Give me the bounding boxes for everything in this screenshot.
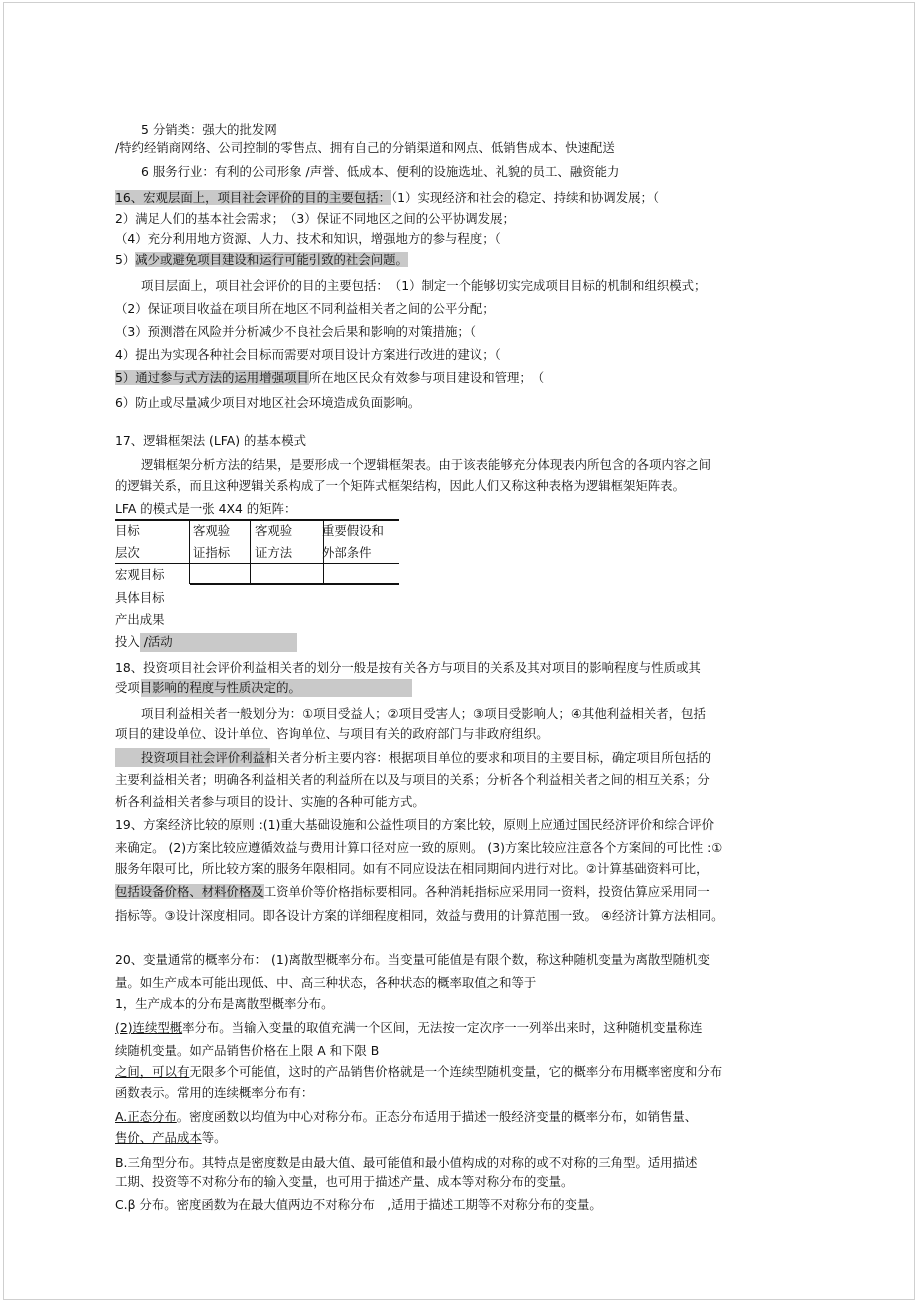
underlined-text: A.正态分布 <box>115 1109 177 1124</box>
text-line: 函数表示。常用的连续概率分布有： <box>115 1085 314 1100</box>
text-line <box>115 370 544 386</box>
table-header-cell: 外部条件 <box>322 545 372 560</box>
highlighted-text: 目影响的程度与性质决定的。 <box>139 680 301 695</box>
text-line: 服务年限可比，所比较方案的服务年限相同。如有不同应设法在相同期间内进行对比。②计算基础资料可比， <box>115 861 709 876</box>
text-line: 续随机变量。如产品销售价格在上限 A 和下限 B <box>115 1043 380 1058</box>
text-line <box>115 1020 703 1036</box>
text-line: （2）保证项目收益在项目所在地区不同利益相关者之间的公平分配； <box>115 301 495 316</box>
table-rule <box>115 563 399 564</box>
text-span: 受项 <box>115 680 140 695</box>
text-line <box>115 1130 227 1146</box>
text-line: 逻辑框架分析方法的结果，是要形成一个逻辑框架表。由于该表能够充分体现表内所包含的各项内容之间 <box>141 457 711 472</box>
table-header-cell: 客观验 <box>255 523 293 538</box>
text-line <box>115 1109 697 1125</box>
table-header-cell: 证方法 <box>255 545 293 560</box>
text-span: 相关者分析主要内容：根据项目单位的要求和项目的主要目标，确定项目所包括的 <box>264 750 711 765</box>
underlined-text: (2)连续型概 <box>115 1020 183 1035</box>
table-header-cell: 重要假设和 <box>322 523 384 538</box>
text-span: （1）实现经济和社会的稳定、持续和协调发展；（ <box>390 190 660 205</box>
text-line: 6 服务行业：有利的公司形象 /声誉、低成本、便利的设施选址、礼貌的员工、融资能力 <box>141 164 620 179</box>
table-header-cell: 客观验 <box>193 523 231 538</box>
text-line: （3）预测潜在风险并分析减少不良社会后果和影响的对策措施；（ <box>115 324 477 339</box>
q20-heading: 20、变量通常的概率分布： (1)离散型概率分布。当变量可能值是有限个数，称这种随机变量为离散型随机变 <box>115 952 710 967</box>
text-line: 6）防止或尽量减少项目对地区社会环境造成负面影响。 <box>115 395 421 410</box>
highlighted-text: 16、宏观层面上，项目社会评价的目的主要包括： <box>115 190 391 205</box>
text-line: /特约经销商网络、公司控制的零售点、拥有自己的分销渠道和网点、低销售成本、快速配送 <box>115 140 615 155</box>
text-line: 主要利益相关者；明确各利益相关者的利益所在以及与项目的关系；分析各个利益相关者之间的相互关系；分 <box>115 772 710 787</box>
text-line: 项目利益相关者一般划分为：①项目受益人；②项目受害人；③项目受影响人；④其他利益相关者，包括 <box>141 706 706 721</box>
text-line: C.β 分布。密度函数为在最大值两边不对称分布 ,适用于描述工期等不对称分布的变量。 <box>115 1197 602 1212</box>
q17-heading: 17、逻辑框架法 (LFA) 的基本模式 <box>115 433 306 448</box>
text-span: 5） <box>115 252 136 267</box>
text-line: 指标等。③设计深度相同。即各设计方案的详细程度相同，效益与费用的计算范围一致。 ④经济计算方法相同。 <box>115 908 724 923</box>
text-span: 率分布。当输入变量的取值充满一个区间，无法按一定次序一一列举出来时，这种随机变量称连 <box>182 1020 703 1035</box>
text-line: 的逻辑关系，而且这种逻辑关系构成了一个矩阵式框架结构，因此人们又称这种表格为逻辑框架矩阵表。 <box>115 478 685 493</box>
text-line: 4）提出为实现各种社会目标而需要对项目设计方案进行改进的建议；（ <box>115 347 501 362</box>
text-span: 所在地区民众有效参与项目建设和管理； （ <box>308 370 545 385</box>
text-line: B.三角型分布。其特点是密度数是由最大值、最可能值和最小值构成的对称的或不对称的三角型。适用描述 <box>115 1155 698 1170</box>
table-rule <box>190 583 399 585</box>
text-line <box>141 750 711 766</box>
text-line: 1，生产成本的分布是离散型概率分布。 <box>115 996 334 1011</box>
table-header-cell: 层次 <box>115 545 140 560</box>
text-line: 5 分销类：强大的批发网 <box>141 122 277 137</box>
highlighted-text: 包括设备价格、材料价格及 <box>115 884 264 899</box>
table-header-cell: 目标 <box>115 523 140 538</box>
underlined-text: 售价、产品成本 <box>115 1130 202 1145</box>
underlined-text: 之间，可以有 <box>115 1064 190 1079</box>
table-rule <box>250 519 251 584</box>
table-row-label: 宏观目标 <box>115 567 165 582</box>
text-line <box>115 252 408 268</box>
text-line: 来确定。 (2)方案比较应遵循效益与费用计算口径对应一致的原则。 (3)方案比较应注意各个方案间的可比性 :① <box>115 840 723 855</box>
text-line <box>115 680 301 696</box>
table-rule <box>189 519 190 584</box>
table-row-label: 具体目标 <box>115 590 165 605</box>
text-span: 工资单价等价格指标要相同。各种消耗指标应采用同一资料，投资估算应采用同一 <box>263 884 710 899</box>
table-row-label: 产出成果 <box>115 612 165 627</box>
table-header-cell: 证指标 <box>193 545 231 560</box>
text-line: 量。如生产成本可能出现低、中、高三种状态，各种状态的概率取值之和等于 <box>115 975 537 990</box>
text-line: 项目层面上，项目社会评价的目的主要包括： （1）制定一个能够切实完成项目目标的机制和组织模式； <box>141 278 707 293</box>
text-line: 工期、投资等不对称分布的输入变量，也可用于描述产量、成本等对称分布的变量。 <box>115 1174 574 1189</box>
highlighted-text: 投资项目社会评价利益 <box>141 750 265 765</box>
text-span: 等。 <box>201 1130 227 1145</box>
text-span: 无限多个可能值，这时的产品销售价格就是一个连续型随机变量，它的概率分布用概率密度和分布 <box>189 1064 723 1079</box>
text-line <box>115 884 710 900</box>
text-line: 析各利益相关者参与项目的设计、实施的各种可能方式。 <box>115 794 425 809</box>
q19-heading: 19、方案经济比较的原则 :(1)重大基础设施和公益性项目的方案比较，原则上应通过国民经济评价和综合评价 <box>115 817 715 832</box>
text-line: （4）充分利用地方资源、人力、技术和知识，增强地方的参与程度；（ <box>115 231 501 246</box>
lfa-caption: LFA 的模式是一张 4X4 的矩阵： <box>115 501 297 516</box>
q18-heading: 18、投资项目社会评价利益相关者的划分一般是按有关各方与项目的关系及其对项目的影响程度与性质或其 <box>115 660 701 675</box>
q16-heading <box>115 190 659 206</box>
table-row-label: 投入 /活动 <box>115 634 173 649</box>
table-rule <box>115 519 399 521</box>
text-span: 。密度函数以均值为中心对称分布。正态分布适用于描述一般经济变量的概率分布，如销售量、 <box>176 1109 698 1124</box>
text-line: 2）满足人们的基本社会需求； （3）保证不同地区之间的公平协调发展； <box>115 211 515 226</box>
highlighted-text: 5）通过参与式方法的运用增强项目 <box>115 370 309 385</box>
text-line <box>115 1064 722 1080</box>
highlighted-text: 减少或避免项目建设和运行可能引致的社会问题。 <box>135 252 408 267</box>
text-line: 项目的建设单位、设计单位、咨询单位、与项目有关的政府部门与非政府组织。 <box>115 726 549 741</box>
